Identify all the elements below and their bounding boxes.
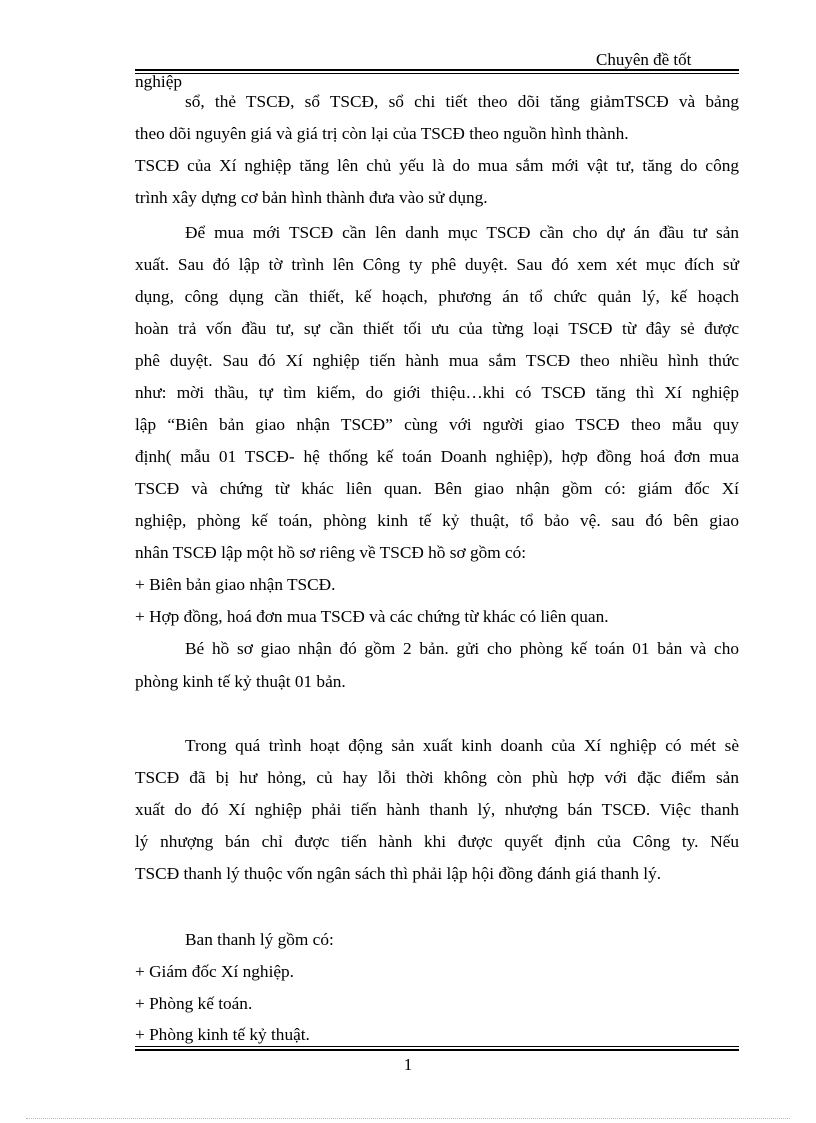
text-line: lý nhượng bán chỉ được tiến hành khi được quyết định của Công ty. Nếu: [135, 832, 739, 851]
page-number: 1: [403, 1055, 413, 1074]
footer-rule-thin: [135, 1046, 739, 1047]
text-line: TSCĐ và chứng từ khác liên quan. Bên giao nhận gồm có: giám đốc Xí: [135, 479, 739, 498]
text-line: Để mua mới TSCĐ cần lên danh mục TSCĐ cần cho dự án đầu tư sản: [185, 223, 739, 242]
text-line: như: mời thầu, tự tìm kiếm, do giới thiệu…khi có TSCĐ tăng thì Xí nghiệp: [135, 383, 739, 402]
text-line: nghiệp, phòng kế toán, phòng kinh tế kỷ thuật, tổ bảo vệ. sau đó bên giao: [135, 511, 739, 530]
text-line: Bé hồ sơ giao nhận đó gồm 2 bản. gửi cho phòng kế toán 01 bản và cho: [185, 639, 739, 658]
text-line: TSCĐ của Xí nghiệp tăng lên chủ yếu là do mua sắm mới vật tư, tăng do công: [135, 156, 739, 175]
text-line: TSCĐ đã bị hư hỏng, củ hay lỗi thời không còn phù hợp với đặc điểm sản: [135, 768, 739, 787]
text-line: hoàn trả vốn đầu tư, sự cần thiết tối ưu của từng loại TSCĐ từ đây sẻ được: [135, 319, 739, 338]
text-line: xuất. Sau đó lập tờ trình lên Công ty phê duyệt. Sau đó xem xét mục đích sử: [135, 255, 739, 274]
text-line: Trong quá trình hoạt động sản xuất kinh doanh của Xí nghiệp có mét sè: [185, 736, 739, 755]
text-line: nghiệp: [135, 72, 183, 91]
text-line: dụng, công dụng cần thiết, kế hoạch, phương án tổ chức quản lý, kế hoạch: [135, 287, 739, 306]
text-line: nhân TSCĐ lập một hồ sơ riêng về TSCĐ hồ sơ gồm có:: [135, 543, 527, 562]
text-line: trình xây dựng cơ bản hình thành đưa vào sử dụng.: [135, 188, 488, 207]
text-line: xuất do đó Xí nghiệp phải tiến hành thanh lý, nhượng bán TSCĐ. Việc thanh: [135, 800, 739, 819]
list-item: + Giám đốc Xí nghiệp.: [135, 962, 295, 981]
text-line: phòng kinh tế kỷ thuật 01 bản.: [135, 672, 346, 691]
text-line: sổ, thẻ TSCĐ, sổ TSCĐ, sổ chi tiết theo dõi tăng giảmTSCĐ và bảng: [185, 92, 739, 111]
text-line: theo dõi nguyên giá và giá trị còn lại của TSCĐ theo nguồn hình thành.: [135, 124, 629, 143]
running-header-title: Chuyên đề tốt: [596, 50, 692, 69]
text-line: TSCĐ thanh lý thuộc vốn ngân sách thì phải lập hội đồng đánh giá thanh lý.: [135, 864, 662, 883]
list-item: + Hợp đồng, hoá đơn mua TSCĐ và các chứng từ khác có liên quan.: [135, 607, 609, 626]
text-line: phê duyệt. Sau đó Xí nghiệp tiến hành mua sắm TSCĐ theo nhiều hình thức: [135, 351, 739, 370]
footer-rule: [135, 1049, 739, 1051]
page-bottom-divider: [26, 1118, 790, 1119]
list-item: + Phòng kế toán.: [135, 994, 253, 1013]
list-item: + Phòng kinh tế kỷ thuật.: [135, 1025, 310, 1044]
text-line: định( mẫu 01 TSCĐ- hệ thống kế toán Doanh nghiệp), hợp đồng hoá đơn mua: [135, 447, 739, 466]
list-item: + Biên bản giao nhận TSCĐ.: [135, 575, 336, 594]
text-line: Ban thanh lý gồm có:: [185, 930, 334, 949]
text-line: lập “Biên bản giao nhận TSCĐ” cùng với người giao TSCĐ theo mẫu quy: [135, 415, 739, 434]
